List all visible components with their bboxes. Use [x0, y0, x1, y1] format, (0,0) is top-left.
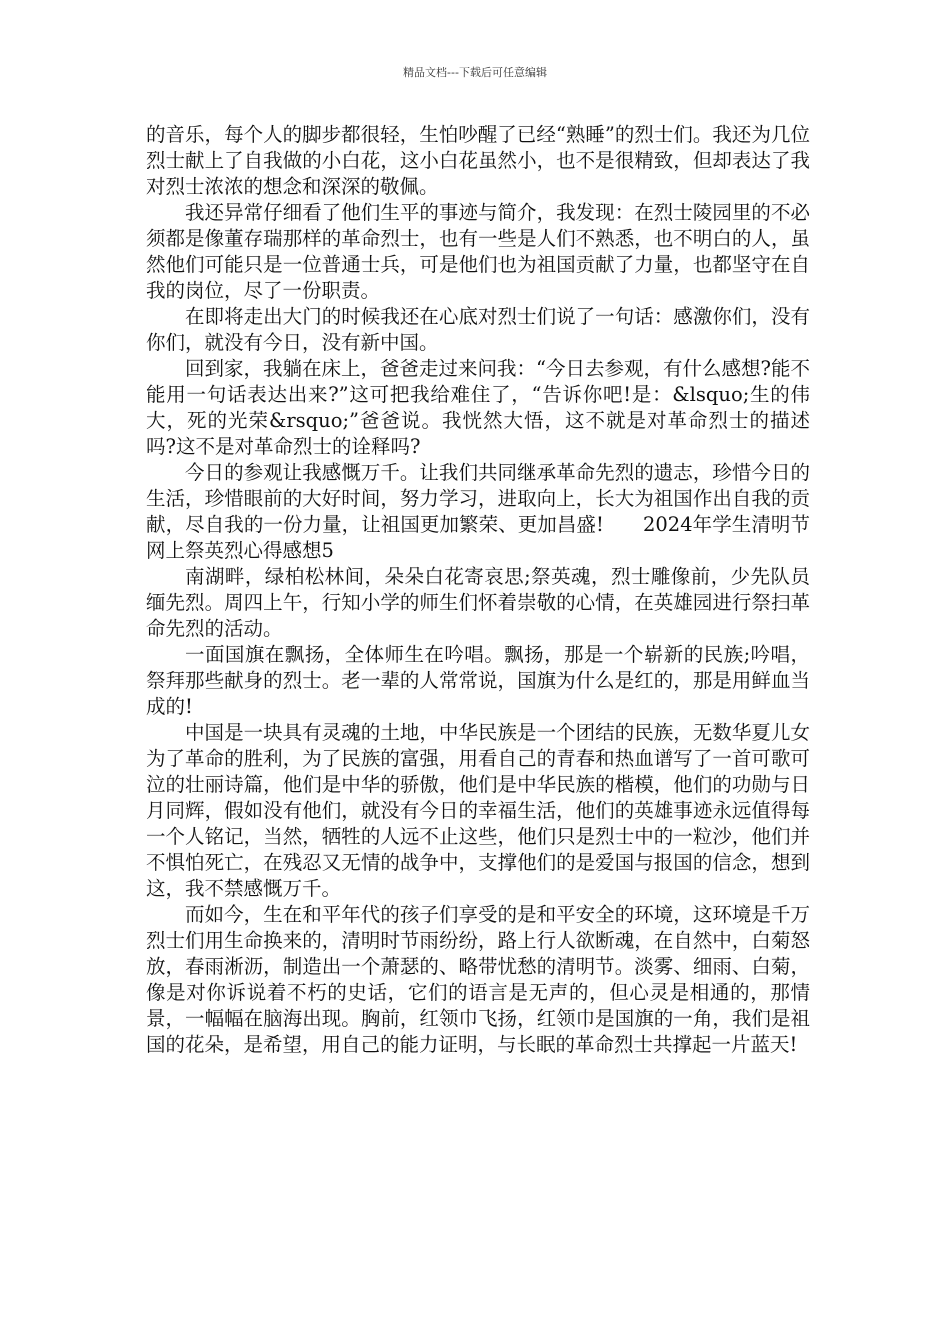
paragraph: 今日的参观让我感慨万千。让我们共同继承革命先烈的遗志，珍惜今日的生活，珍惜眼前的大好时间，努力学习，进取向上，长大为祖国作出自我的贡献，尽自我的一份力量，让祖国更加繁荣、更加昌盛! 2024年学生清明节网上祭英烈心得感想5	[146, 461, 810, 562]
paragraph: 中国是一块具有灵魂的土地，中华民族是一个团结的民族，无数华夏儿女为了革命的胜利，为了民族的富强，用看自己的青春和热血谱写了一首可歌可泣的壮丽诗篇，他们是中华的骄傲，他们是中华民族的楷模，他们的功勋与日月同辉，假如没有他们，就没有今日的幸福生活，他们的英雄事迹永远值得每一个人铭记，当然，牺牲的人远不止这些，他们只是烈士中的一粒沙，他们并不惧怕死亡，在残忍又无情的战争中，支撑他们的是爱国与报国的信念，想到这，我不禁感慨万千。	[146, 721, 810, 900]
document-body	[146, 122, 810, 1058]
paragraph: 一面国旗在飘扬，全体师生在吟唱。飘扬，那是一个崭新的民族;吟唱，祭拜那些献身的烈士。老一辈的人常常说，国旗为什么是红的，那是用鲜血当成的!	[146, 643, 810, 718]
paragraph: 而如今，生在和平年代的孩子们享受的是和平安全的环境，这环境是千万烈士们用生命换来的，清明时节雨纷纷，路上行人欲断魂，在自然中，白菊怒放，春雨淅沥，制造出一个萧瑟的、略带忧愁的清明节。淡雾、细雨、白菊，像是对你诉说着不朽的史话，它们的语言是无声的，但心灵是相通的，那情景，一幅幅在脑海出现。胸前，红领巾飞扬，红领巾是国旗的一角，我们是祖国的花朵，是希望，用自己的能力证明，与长眠的革命烈士共撑起一片蓝天!	[146, 903, 810, 1056]
paragraph: 的音乐，每个人的脚步都很轻，生怕吵醒了已经“熟睡”的烈士们。我还为几位烈士献上了自我做的小白花，这小白花虽然小，也不是很精致，但却表达了我对烈士浓浓的想念和深深的敬佩。	[146, 123, 810, 198]
paragraph: 我还异常仔细看了他们生平的事迹与简介，我发现：在烈士陵园里的不必须都是像董存瑞那样的革命烈士，也有一些是人们不熟悉，也不明白的人，虽然他们可能只是一位普通士兵，可是他们也为祖国贡献了力量，也都坚守在自我的岗位，尽了一份职责。	[146, 201, 810, 302]
paragraph: 南湖畔，绿柏松林间，朵朵白花寄哀思;祭英魂，烈士雕像前，少先队员缅先烈。周四上午，行知小学的师生们怀着崇敬的心情，在英雄园进行祭扫革命先烈的活动。	[146, 565, 810, 640]
paragraph: 回到家，我躺在床上，爸爸走过来问我：“今日去参观，有什么感想?能不能用一句话表达出来?”这可把我给难住了，“告诉你吧!是：&lsquo;生的伟大，死的光荣&rsquo;”爸爸说。我恍然大悟，这不就是对革命烈士的描述吗?这不是对革命烈士的诠释吗?	[146, 357, 810, 458]
page-header: 精品文档---下载后可任意编辑	[403, 66, 547, 79]
paragraph: 在即将走出大门的时候我还在心底对烈士们说了一句话：感激你们，没有你们，就没有今日，没有新中国。	[146, 305, 810, 354]
